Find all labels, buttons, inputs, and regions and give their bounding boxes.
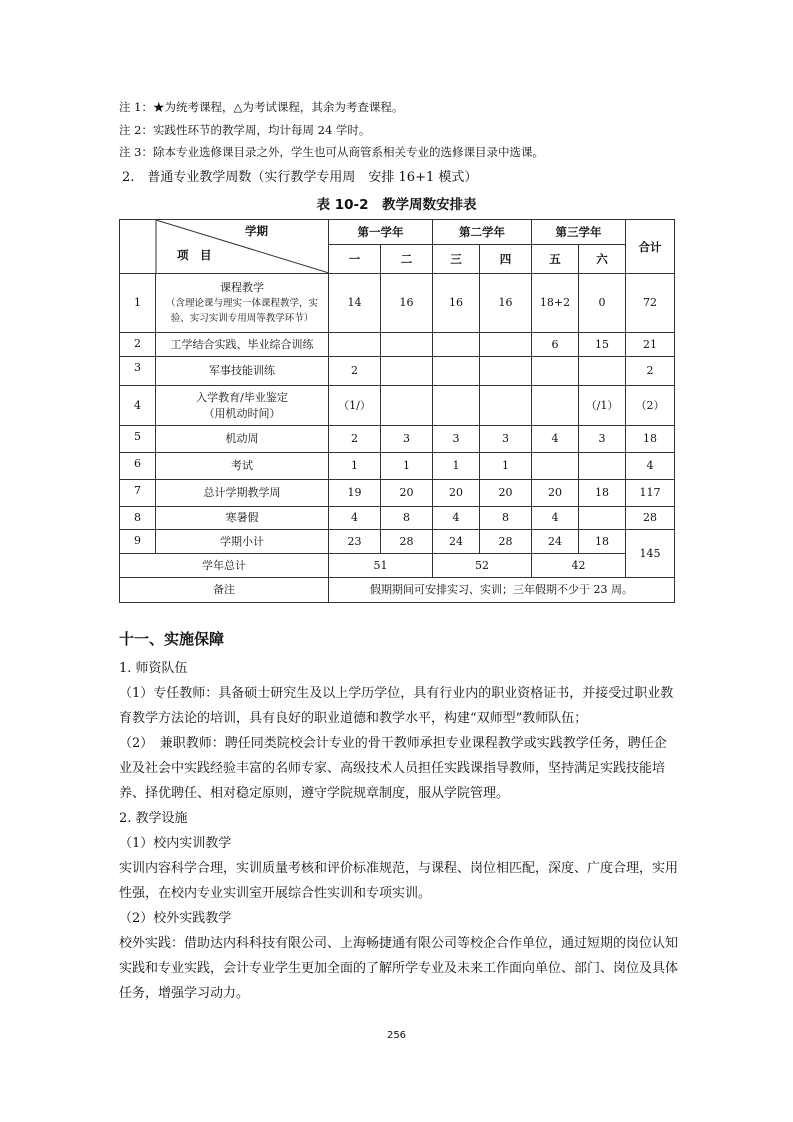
row-item: 学期小计: [156, 530, 329, 554]
cell-value: 6: [532, 333, 579, 357]
cell-value: [579, 453, 626, 480]
diagonal-line: [120, 220, 329, 273]
cell-value: [480, 333, 532, 357]
cell-value: [381, 386, 433, 426]
row-item: 军事技能训练: [156, 357, 329, 386]
row-item: 寒暑假: [156, 507, 329, 530]
remark-label: 备注: [120, 578, 329, 603]
row-item-note: （含理论课与理实一体课程教学，实验、实习实训专用周等教学环节）: [165, 298, 318, 324]
year-total-row: [120, 554, 675, 578]
paragraph-text: （2） 兼职教师：聘任同类院校会计专业的骨干教师承担专业课程教学或实践教学任务，聘任企业及社会中实践经验丰富的名师专家、高级技术人员担任实践课指导教师，坚持满足实践技能培养、择优聘任、相对稳定原则，遵守学院规章制度，服从学院管理。: [119, 736, 667, 801]
cell-total: 145: [626, 530, 675, 578]
table-title: 表 10-2 教学周数安排表: [316, 197, 477, 213]
semester-header: 五: [532, 245, 579, 274]
semester-header: 六: [579, 245, 626, 274]
row-number: 1: [120, 274, 156, 333]
year2-total: 52: [433, 554, 532, 578]
cell-value: [532, 386, 579, 426]
subheading-offcampus: （2）校外实践教学: [119, 911, 232, 926]
paragraph-text: （1）专任教师：具备硕士研究生及以上学历学位，具有行业内的职业资格证书，并接受过职业教育教学方法论的培训，具有良好的职业道德和教学水平，构建“双师型”教师队伍；: [119, 686, 674, 726]
diag-header-semester: 学期: [245, 224, 268, 238]
remark-text: 假期期间可安排实习、实训；三年假期不少于 23 周。: [329, 578, 675, 603]
cell-value: 8: [381, 507, 433, 530]
cell-value: 28: [381, 530, 433, 554]
cell-value: 16: [433, 274, 480, 333]
table-row: [120, 453, 675, 480]
year3-header: 第三学年: [532, 220, 626, 245]
row-number: 2: [120, 333, 156, 357]
row-item: [156, 386, 329, 426]
section-2-heading: 2. 普通专业教学周数（实行教学专用周 安排 16+1 模式）: [122, 170, 478, 185]
cell-value: 24: [532, 530, 579, 554]
semester-header: 二: [381, 245, 433, 274]
cell-value: 8: [480, 507, 532, 530]
semester-header: 一: [329, 245, 381, 274]
cell-value: [433, 357, 480, 386]
row-number: 6: [120, 453, 156, 480]
subheading-facilities: 2. 教学设施: [119, 811, 188, 826]
row-item: [156, 274, 329, 333]
cell-value: 4: [329, 507, 381, 530]
table-row: [120, 274, 675, 333]
cell-value: （/1）: [579, 386, 626, 426]
cell-total: 117: [626, 480, 675, 507]
row-number: 9: [120, 530, 156, 554]
cell-value: 18: [579, 530, 626, 554]
cell-value: [579, 357, 626, 386]
cell-total: 21: [626, 333, 675, 357]
cell-total: 72: [626, 274, 675, 333]
cell-value: 23: [329, 530, 381, 554]
note-3: 注 3：除本专业选修课目录之外，学生也可从商管系相关专业的选修课目录中选课。: [119, 145, 544, 159]
paragraph-fulltime-teachers: [119, 681, 679, 731]
table-notes: [119, 96, 544, 164]
row-item-note: （用机动时间）: [203, 406, 281, 420]
cell-value: 19: [329, 480, 381, 507]
cell-value: 1: [433, 453, 480, 480]
cell-value: [480, 357, 532, 386]
semester-header: 三: [433, 245, 480, 274]
total-header: 合计: [626, 220, 675, 274]
section-11-body: [119, 656, 679, 1006]
subheading-oncampus: （1）校内实训教学: [119, 836, 232, 851]
row-item: 考试: [156, 453, 329, 480]
cell-value: 2: [329, 426, 381, 453]
year1-total: 51: [329, 554, 433, 578]
cell-value: 15: [579, 333, 626, 357]
table-row: [120, 426, 675, 453]
cell-value: 4: [433, 507, 480, 530]
row-item: 总计学期教学周: [156, 480, 329, 507]
cell-total: 28: [626, 507, 675, 530]
row-item: 机动周: [156, 426, 329, 453]
paragraph-text: 校外实践：借助达内科科技有限公司、上海畅捷通有限公司等校企合作单位，通过短期的岗位认知实践和专业实践，会计专业学生更加全面的了解所学专业及未来工作面向单位、部门、岗位及具体任务，增强学习动力。: [119, 936, 679, 1001]
cell-value: 0: [579, 274, 626, 333]
semester-header: 四: [480, 245, 532, 274]
note-1: 注 1：★为统考课程，△为考试课程，其余为考查课程。: [119, 100, 404, 114]
row-item: 工学结合实践、毕业综合训练: [156, 333, 329, 357]
table-row: [120, 357, 675, 386]
cell-value: 28: [480, 530, 532, 554]
cell-value: [433, 386, 480, 426]
diagonal-header-cell: [120, 220, 329, 274]
row-number: 4: [120, 386, 156, 426]
year-total-label: 学年总计: [120, 554, 329, 578]
cell-value: 3: [579, 426, 626, 453]
year2-header: 第二学年: [433, 220, 532, 245]
cell-value: 18: [579, 480, 626, 507]
cell-value: [381, 333, 433, 357]
row-number: 5: [120, 426, 156, 453]
cell-value: 1: [480, 453, 532, 480]
cell-total: 4: [626, 453, 675, 480]
cell-value: [480, 386, 532, 426]
cell-value: 16: [381, 274, 433, 333]
table-row: [120, 386, 675, 426]
diag-header-item: 项 目: [177, 248, 212, 262]
section-11-heading: 十一、实施保障: [119, 630, 225, 648]
cell-value: [433, 333, 480, 357]
cell-value: [579, 507, 626, 530]
cell-value: 20: [532, 480, 579, 507]
row-number: 3: [120, 357, 156, 386]
cell-value: （1/）: [329, 386, 381, 426]
cell-value: 14: [329, 274, 381, 333]
cell-value: [381, 357, 433, 386]
cell-value: 3: [381, 426, 433, 453]
table-row: [120, 507, 675, 530]
year1-header: 第一学年: [329, 220, 433, 245]
cell-value: 16: [480, 274, 532, 333]
page-number: 256: [386, 1030, 407, 1041]
cell-value: 18+2: [532, 274, 579, 333]
cell-value: 3: [480, 426, 532, 453]
cell-total: （2）: [626, 386, 675, 426]
paragraph-oncampus: [119, 856, 679, 906]
table-row: [120, 530, 675, 554]
row-item-label: 课程教学: [220, 281, 264, 294]
table-row: [120, 333, 675, 357]
cell-value: [532, 357, 579, 386]
cell-value: 2: [329, 357, 381, 386]
cell-value: 20: [433, 480, 480, 507]
subheading-faculty: 1. 师资队伍: [119, 661, 188, 676]
remark-row: [120, 578, 675, 603]
cell-value: 20: [381, 480, 433, 507]
year3-total: 42: [532, 554, 626, 578]
note-2: 注 2：实践性环节的教学周，均计每周 24 学时。: [119, 122, 371, 137]
row-number: 7: [120, 480, 156, 507]
cell-value: 24: [433, 530, 480, 554]
cell-value: [329, 333, 381, 357]
cell-value: 20: [480, 480, 532, 507]
cell-total: 2: [626, 357, 675, 386]
cell-value: 4: [532, 426, 579, 453]
cell-value: 1: [381, 453, 433, 480]
table-row: [120, 480, 675, 507]
cell-value: [532, 453, 579, 480]
row-item-label: 入学教育/毕业鉴定: [196, 390, 288, 404]
cell-total: 18: [626, 426, 675, 453]
cell-value: 3: [433, 426, 480, 453]
cell-value: 1: [329, 453, 381, 480]
row-number: 8: [120, 507, 156, 530]
cell-value: 4: [532, 507, 579, 530]
teaching-weeks-table: [119, 219, 675, 603]
paragraph-offcampus: [119, 931, 679, 1006]
paragraph-parttime-teachers: [119, 731, 679, 806]
paragraph-text: 实训内容科学合理，实训质量考核和评价标准规范，与课程、岗位相匹配，深度、广度合理，实用性强，在校内专业实训室开展综合性实训和专项实训。: [119, 861, 679, 901]
